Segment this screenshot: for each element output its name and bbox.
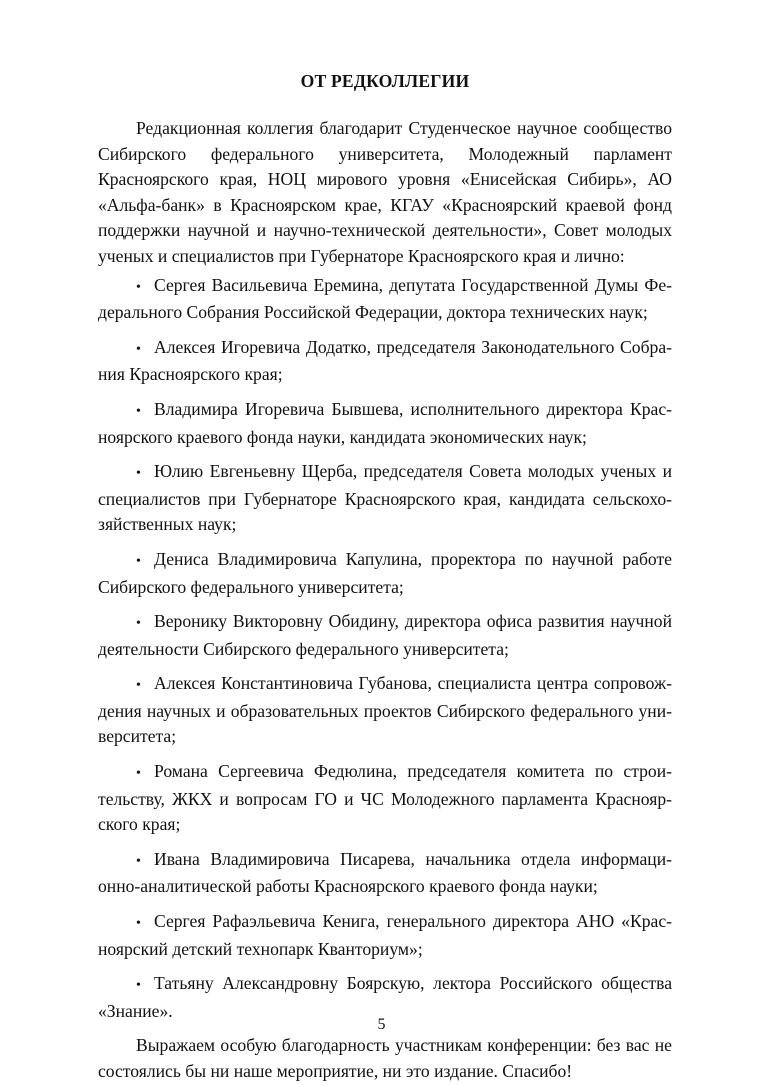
bullet-icon: • [136,978,141,994]
document-page [98,68,672,1085]
bullet-icon: • [136,853,141,869]
bullet-icon: • [136,341,141,357]
bullet-icon: • [136,466,141,482]
list-item-text: Владимира Игоревича Бывшева, исполнительного директора Красноярского краевого фонда науки, кандидата экономических наук; [98,398,672,447]
list-item-text: Ивана Владимировича Писарева, начальника отдела информационно-аналитической работы Красноярского краевого фонда науки; [98,848,672,897]
intro-paragraph: Редакционная коллегия благодарит Студенческое научное сообщество Сибирского федерального университета, Молодежный парламент Красноярского края, НОЦ мирового уровня «Енисейская Сибирь», АО «Альфа-банк» в Красноярском крае, КГАУ «Красноярский краевой фонд поддержки научной и научно-технической деятельности», Совет молодых ученых и специалистов при Губернаторе Красноярского края и лично: [98,118,672,266]
closing-paragraph: Выражаем особую благодарность участникам конференции: без вас не состоялись бы ни наше мероприятие, ни это издание. Спасибо! [98,1035,672,1081]
list-item [98,909,672,962]
page-title: ОТ РЕДКОЛЛЕГИИ [300,71,470,91]
list-item-text: Веронику Викторовну Обидину, директора офиса развития научной деятельности Сибирского федерального университета; [98,611,672,659]
page-number: 5 [377,1016,386,1033]
bullet-icon: • [136,766,141,782]
list-item [98,459,672,538]
list-item-text: Татьяну Александровну Боярскую, лектора Российского общества «Знание». [98,973,672,1021]
list-item-text: Алексея Константиновича Губанова, специалиста центра сопровождения научных и образовательных проектов Сибирского федерального университета; [98,673,672,747]
list-item [98,547,672,600]
list-item [98,273,672,326]
bullet-icon: • [136,279,141,295]
list-item-text: Сергея Васильевича Еремина, депутата Государственной Думы Федерального Собрания Российской Федерации, доктора технических наук; [98,274,672,323]
list-item [98,609,672,662]
bullet-icon: • [136,678,141,694]
list-item-text: Алексея Игоревича Додатко, председателя Законодательного Собрания Красноярского края; [98,336,672,385]
acknowledgement-list [98,273,672,1025]
bullet-icon: • [136,916,141,932]
bullet-icon: • [136,553,141,569]
list-item [98,671,672,750]
list-item [98,397,672,450]
bullet-icon: • [136,616,141,632]
list-item-text: Дениса Владимировича Капулина, проректора по научной работе Сибирского федерального университета; [98,548,672,597]
list-item [98,759,672,838]
list-item-text: Юлию Евгеньевну Щерба, председателя Совета молодых ученых и специалистов при Губернаторе Красноярского края, кандидата сельскохозяйственных наук; [98,461,672,535]
list-item [98,847,672,900]
list-item-text: Романа Сергеевича Федюлина, председателя комитета по строительству, ЖКХ и вопросам ГО и ЧС Молодежного парламента Красноярского края; [98,761,672,835]
bullet-icon: • [136,403,141,419]
list-item-text: Сергея Рафаэльевича Кенига, генерального директора АНО «Красноярский детский технопарк Кванториум»; [98,911,672,959]
list-item [98,335,672,388]
